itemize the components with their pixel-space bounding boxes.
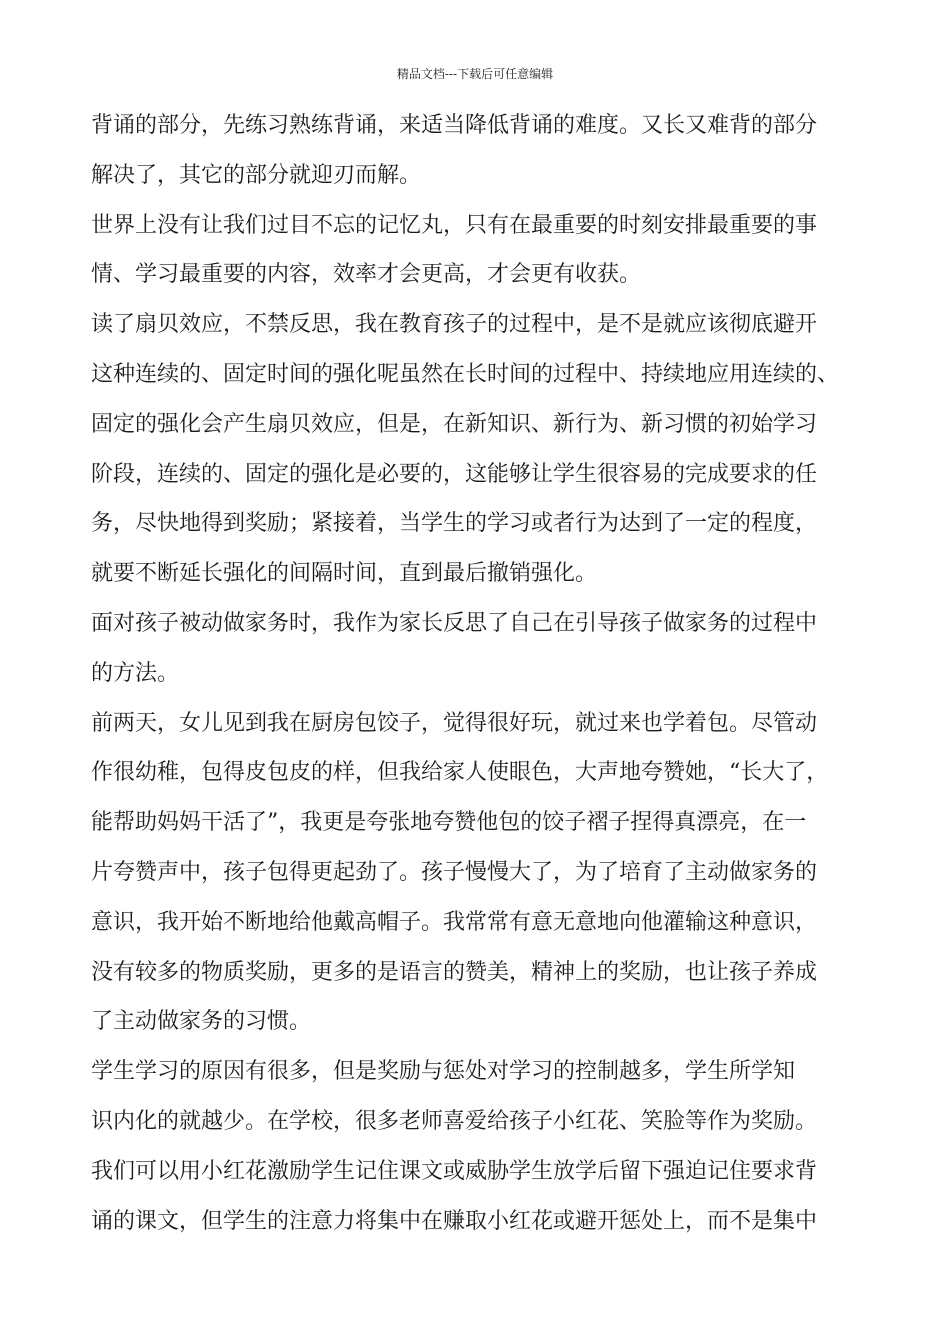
- text-line: 就要不断延长强化的间隔时间，直到最后撤销强化。: [91, 561, 598, 587]
- text-line: 诵的课文，但学生的注意力将集中在赚取小红花或避开惩处上，而不是集中: [91, 1208, 818, 1234]
- text-line: 了主动做家务的习惯。: [91, 1009, 312, 1035]
- text-line: 面对孩子被动做家务时，我作为家长反思了自己在引导孩子做家务的过程中: [91, 610, 818, 636]
- text-line: 片夸赞声中，孩子包得更起劲了。孩子慢慢大了，为了培育了主动做家务的: [91, 859, 818, 885]
- document-body: [91, 101, 851, 1246]
- text-line: 读了扇贝效应，不禁反思，我在教育孩子的过程中，是不是就应该彻底避开: [91, 312, 818, 338]
- text-line: 背诵的部分，先练习熟练背诵，来适当降低背诵的难度。又长又难背的部分: [91, 113, 818, 138]
- text-line: 这种连续的、固定时间的强化呢虽然在长时间的过程中、持续地应用连续的、: [91, 361, 840, 387]
- text-line: 的方法。: [91, 660, 180, 686]
- text-line: 没有较多的物质奖励，更多的是语言的赞美，精神上的奖励，也让孩子养成: [91, 959, 818, 985]
- text-line: 意识，我开始不断地给他戴高帽子。我常常有意无意地向他灌输这种意识，: [91, 909, 818, 935]
- text-line: 世界上没有让我们过目不忘的记忆丸，只有在最重要的时刻安排最重要的事: [91, 212, 818, 238]
- text-line: 识内化的就越少。在学校，很多老师喜爱给孩子小红花、笑脸等作为奖励。: [91, 1108, 818, 1134]
- page-header: 精品文档---下载后可任意编辑: [396, 67, 554, 81]
- text-line: 作很幼稚，包得皮包皮的样，但我给家人使眼色，大声地夸赞她，“长大了，: [91, 760, 829, 786]
- text-line: 情、学习最重要的内容，效率才会更高，才会更有收获。: [91, 262, 642, 288]
- text-line: 我们可以用小红花激励学生记住课文或威胁学生放学后留下强迫记住要求背: [91, 1158, 818, 1184]
- text-line: 解决了，其它的部分就迎刃而解。: [91, 162, 422, 188]
- text-line: 阶段，连续的、固定的强化是必要的，这能够让学生很容易的完成要求的任: [91, 461, 818, 487]
- text-line: 前两天，女儿见到我在厨房包饺子，觉得很好玩，就过来也学着包。尽管动: [91, 710, 818, 736]
- text-line: 能帮助妈妈干活了”，我更是夸张地夸赞他包的饺子褶子捏得真漂亮，在一: [91, 810, 807, 836]
- text-line: 固定的强化会产生扇贝效应，但是，在新知识、新行为、新习惯的初始学习: [91, 411, 818, 437]
- text-line: 务，尽快地得到奖励；紧接着，当学生的学习或者行为达到了一定的程度，: [91, 511, 818, 537]
- text-line: 学生学习的原因有很多，但是奖励与惩处对学习的控制越多，学生所学知: [91, 1059, 796, 1085]
